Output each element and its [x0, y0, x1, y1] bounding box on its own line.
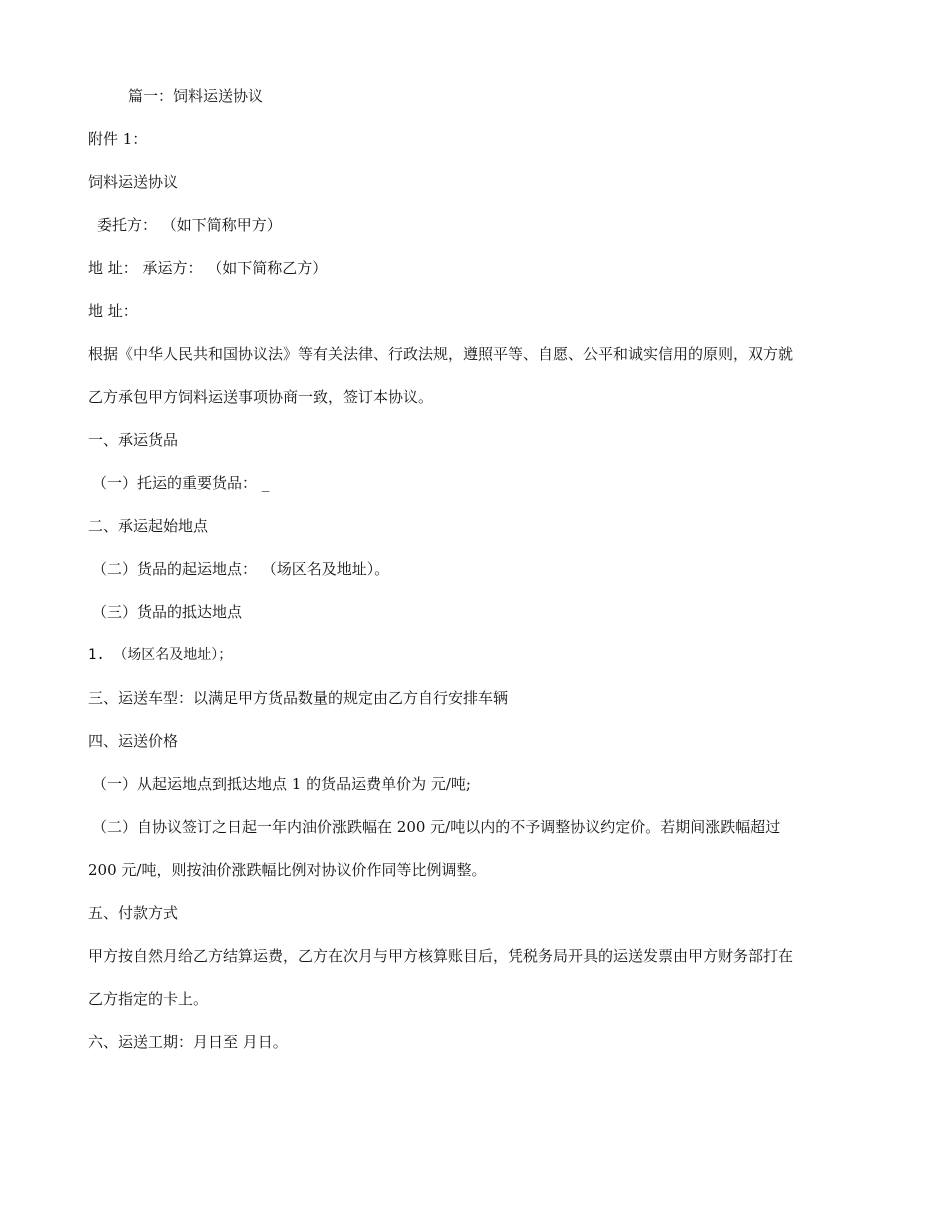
document-heading: 篇一：饲料运送协议	[128, 87, 264, 105]
party-a-line: 委托方： （如下简称甲方）	[97, 216, 282, 234]
section-6-heading: 六、运送工期：月日至 月日。	[88, 1033, 288, 1051]
agreement-title: 饲料运送协议	[88, 173, 179, 191]
section-5-paragraph-line-1: 甲方按自然月给乙方结算运费，乙方在次月与甲方核算账目后，凭税务局开具的运送发票由甲方财务部打在	[88, 947, 794, 965]
party-b-line: 地 址： 承运方： （如下简称乙方）	[88, 259, 328, 277]
intro-paragraph-line-2: 乙方承包甲方饲料运送事项协商一致，签订本协议。	[88, 388, 434, 406]
section-4-item-2-line-2: 200 元/吨，则按油价涨跌幅比例对协议价作同等比例调整。	[88, 861, 487, 879]
section-3-heading: 三、运送车型：以满足甲方货品数量的规定由乙方自行安排车辆	[88, 689, 509, 707]
section-2-heading: 二、承运起始地点	[88, 517, 209, 535]
intro-paragraph-line-1: 根据《中华人民共和国协议法》等有关法律、行政法规，遵照平等、自愿、公平和诚实信用的原则，双方就	[88, 345, 794, 363]
section-2-item-2: （二）货品的起运地点： （场区名及地址）。	[92, 560, 390, 578]
section-4-heading: 四、运送价格	[88, 732, 179, 750]
section-1-heading: 一、承运货品	[88, 431, 179, 449]
section-2-item-3: （三）货品的抵达地点	[92, 603, 243, 621]
attachment-label: 附件 1：	[88, 130, 148, 148]
section-4-item-2-line-1: （二）自协议签订之日起一年内油价涨跌幅在 200 元/吨以内的不予调整协议约定价。若期间涨跌幅超过	[92, 818, 781, 836]
section-5-paragraph-line-2: 乙方指定的卡上。	[88, 990, 209, 1008]
address-line: 地 址：	[88, 302, 138, 320]
section-4-item-1: （一）从起运地点到抵达地点 1 的货品运费单价为 元/吨;	[92, 775, 471, 793]
section-5-heading: 五、付款方式	[88, 904, 179, 922]
destination-item-1: 1. （场区名及地址）；	[88, 647, 233, 663]
section-1-item-1: （一）托运的重要货品： _	[92, 474, 270, 492]
